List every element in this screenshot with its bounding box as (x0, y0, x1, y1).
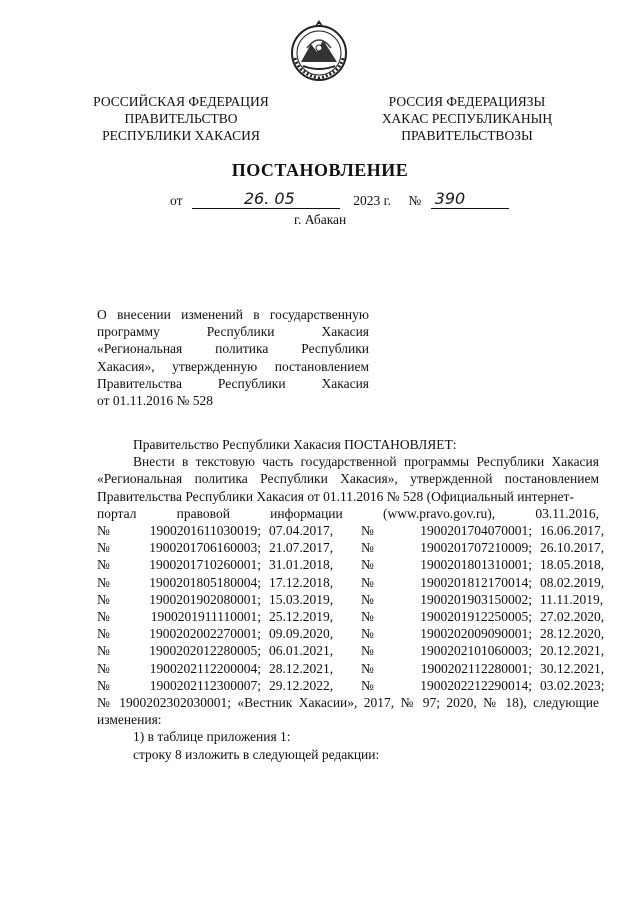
publication-cell: 1900201902080001; (149, 591, 261, 607)
publication-cell: № (97, 609, 110, 625)
publication-cell: 1900201704070001; (420, 523, 532, 539)
publication-cell: 29.12.2022, (269, 677, 334, 693)
subject-word: Хакасия (321, 375, 369, 391)
publication-cell: № (97, 626, 110, 642)
publication-cell: 1900202009090001; (420, 626, 532, 642)
date-prefix: от (170, 193, 183, 208)
number-sign: № (408, 193, 422, 208)
header-left-line: ПРАВИТЕЛЬСТВО (124, 111, 238, 126)
subject-word: внесении (117, 307, 171, 322)
paragraph-end: № 1900202302030001; «Вестник Хакасии», 2017, № 97; 2020, № 18), следующие изменения: (97, 695, 599, 728)
header-left-line: РОССИЙСКАЯ ФЕДЕРАЦИЯ (93, 94, 269, 109)
publication-cell: 1900201903150002; (420, 591, 532, 607)
date-year: 2023 г. (353, 193, 391, 208)
publication-cell: 1900201706160003; (149, 540, 261, 556)
publication-cell: 1900202002270001; (149, 626, 261, 642)
publication-cell: № (361, 540, 374, 556)
subject-word: в (253, 307, 260, 322)
publication-cell: 1900202112300007; (149, 677, 261, 693)
publication-list (97, 522, 605, 694)
publication-cell: № (361, 557, 374, 573)
portal-word: 03.11.2016, (535, 505, 599, 521)
publication-cell: № (361, 523, 374, 539)
handwritten-number: 390 (434, 189, 466, 208)
publication-cell: 1900201611030019; (149, 523, 261, 539)
publication-cell: 1900201911110001; (150, 609, 261, 625)
publication-cell: № (97, 660, 110, 676)
publication-cell: № (97, 677, 110, 693)
subject-word: Хакасия», (97, 358, 155, 374)
publication-cell: 28.12.2020, (540, 626, 605, 642)
publication-cell: № (361, 677, 374, 693)
paragraph-start: Внести в текстовую часть государственной программы Республики Хакасия «Региональная политика Республики Хакасия», утвержденной постановлением Правительства Республики Хакасия от 01.11.2016 № 528 (Официальный интернет- (97, 454, 599, 504)
document-subject (97, 306, 369, 409)
publication-cell: 1900201707210009; (420, 540, 532, 556)
publication-row (97, 539, 605, 556)
coat-of-arms-icon (289, 18, 349, 82)
publication-row (97, 642, 605, 659)
handwritten-date: 26. 05 (243, 189, 295, 208)
publication-cell: 16.06.2017, (540, 523, 605, 539)
header-right-line: ХАКАС РЕСПУБЛИКАНЫҢ (381, 111, 553, 126)
publication-cell: 15.03.2019, (269, 591, 334, 607)
publication-cell: 11.11.2019, (540, 591, 604, 607)
number-blank (431, 189, 509, 209)
publication-cell: 20.12.2021, (540, 643, 605, 659)
publication-cell: 18.05.2018, (540, 557, 605, 573)
subject-word: Хакасия (321, 324, 369, 340)
publication-cell: 1900202112280001; (420, 660, 532, 676)
publication-row (97, 677, 605, 694)
subject-word: изменений (181, 307, 243, 322)
date-line (170, 189, 509, 209)
publication-row (97, 625, 605, 642)
publication-row (97, 591, 604, 608)
subject-word: утвержденную (172, 358, 258, 374)
portal-word: правовой (176, 505, 230, 521)
publication-cell: 1900201710260001; (149, 557, 261, 573)
subject-line (97, 358, 369, 375)
publication-cell: 07.04.2017, (269, 523, 334, 539)
subject-word: «Региональная (97, 341, 183, 357)
subject-line (97, 306, 369, 323)
subject-word: Республики (217, 375, 286, 391)
portal-word: информации (270, 505, 343, 521)
publication-cell: 28.12.2021, (269, 660, 334, 676)
publication-cell: № (361, 660, 374, 676)
subject-word: программу (97, 324, 160, 340)
publication-cell: № (361, 574, 374, 590)
publication-row (97, 522, 605, 539)
publication-cell: № (361, 591, 374, 607)
subject-line (97, 375, 369, 392)
publication-cell: № (97, 523, 110, 539)
subject-word: Республики (301, 341, 369, 357)
item-1-text: строку 8 изложить в следующей редакции: (133, 746, 380, 762)
subject-word: государственную (269, 307, 369, 322)
publication-cell: № (361, 609, 374, 625)
header-right-line: ПРАВИТЕЛЬСТВОЗЫ (401, 128, 533, 143)
subject-word: Правительства (97, 375, 182, 391)
publication-cell: 26.10.2017, (540, 540, 605, 556)
header-right-line: РОССИЯ ФЕДЕРАЦИЯЗЫ (388, 94, 546, 109)
city: г. Абакан (294, 212, 347, 227)
item-1: 1) в таблице приложения 1: (133, 729, 291, 745)
publication-cell: 1900202012280005; (149, 643, 261, 659)
publication-cell: 09.09.2020, (269, 626, 334, 642)
subject-line (97, 323, 369, 340)
publication-row (97, 574, 605, 591)
publication-cell: № (97, 540, 110, 556)
publication-row (97, 660, 605, 677)
portal-line (97, 505, 599, 522)
publication-cell: 1900201812170014; (420, 574, 532, 590)
publication-cell: 1900201801310001; (420, 557, 532, 573)
publication-cell: 1900201805180004; (149, 574, 261, 590)
publication-cell: 30.12.2021, (540, 660, 605, 676)
subject-word: Республики (206, 324, 275, 340)
publication-cell: 17.12.2018, (269, 574, 334, 590)
publication-row (97, 608, 605, 625)
publication-cell: 21.07.2017, (269, 540, 334, 556)
publication-cell: 03.02.2023; (540, 677, 605, 693)
publication-cell: 1900201912250005; (420, 609, 532, 625)
publication-cell: 25.12.2019, (269, 609, 334, 625)
subject-word: политика (215, 341, 269, 357)
subject-word: О (97, 307, 107, 322)
header-left (86, 93, 276, 144)
date-blank (192, 189, 340, 209)
document-body (97, 436, 605, 763)
subject-line-last: от 01.11.2016 № 528 (97, 393, 213, 409)
publication-cell: № (361, 626, 374, 642)
publication-cell: № (97, 643, 110, 659)
publication-cell: 1900202212290014; (420, 677, 532, 693)
publication-cell: 08.02.2019, (540, 574, 605, 590)
publication-cell: № (97, 557, 110, 573)
document-title: ПОСТАНОВЛЕНИЕ (231, 160, 409, 180)
publication-cell: № (361, 643, 374, 659)
portal-word: портал (97, 505, 137, 521)
header-left-line: РЕСПУБЛИКИ ХАКАСИЯ (102, 128, 260, 143)
publication-row (97, 556, 605, 573)
publication-cell: 31.01.2018, (269, 557, 334, 573)
publication-cell: № (97, 591, 110, 607)
subject-line (97, 340, 369, 357)
portal-word: (www.pravo.gov.ru), (382, 505, 496, 521)
header-right (372, 93, 562, 144)
publication-cell: 06.01.2021, (269, 643, 334, 659)
publication-cell: 27.02.2020, (540, 609, 605, 625)
publication-cell: 1900202101060003; (420, 643, 532, 659)
decree-intro: Правительство Республики Хакасия ПОСТАНОВЛЯЕТ: (133, 437, 457, 452)
subject-word: постановлением (274, 358, 369, 374)
publication-cell: 1900202112200004; (149, 660, 261, 676)
publication-cell: № (97, 574, 110, 590)
